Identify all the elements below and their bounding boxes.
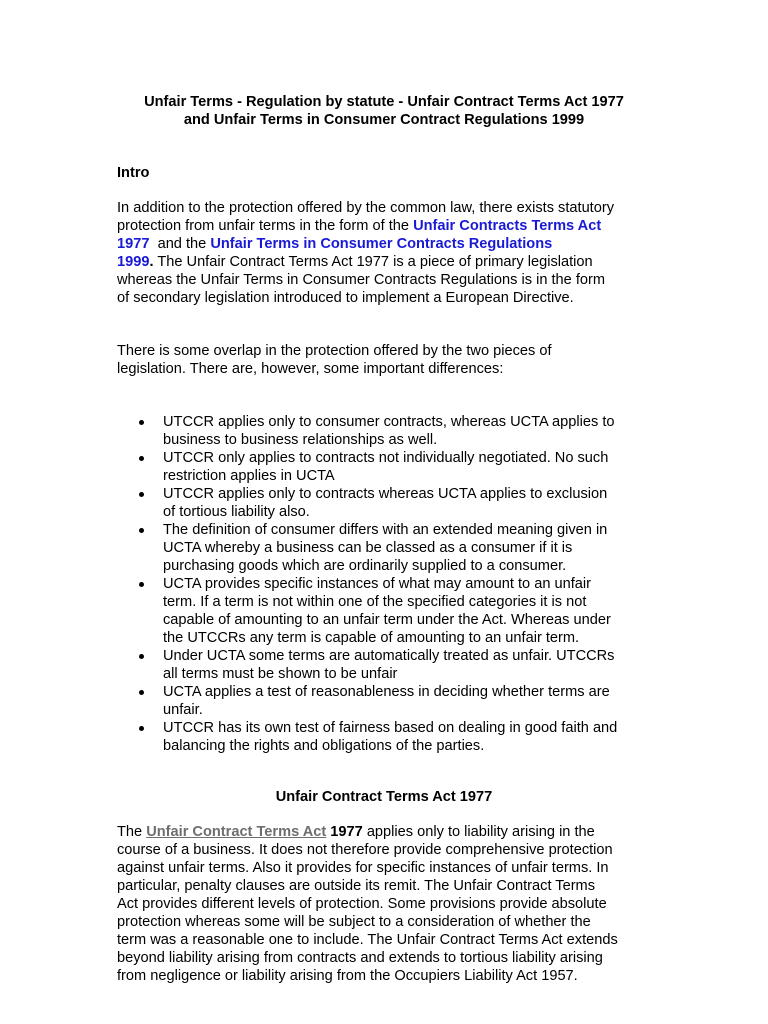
list-item bbox=[0, 485, 768, 521]
list-item-line: Under UCTA some terms are automatically treated as unfair. UTCCRs bbox=[163, 648, 615, 664]
list-item-line: UTCCR has its own test of fairness based on dealing in good faith and bbox=[163, 720, 618, 736]
list-item-line: capable of amounting to an unfair term under the Act. Whereas under bbox=[163, 612, 611, 628]
ucta-p-line-7: term was a reasonable one to include. The Unfair Contract Terms Act extends bbox=[117, 932, 618, 948]
list-item bbox=[0, 719, 768, 755]
differences-list bbox=[0, 413, 768, 755]
utccr-link[interactable]: Unfair Terms in Consumer Contracts Regulations bbox=[210, 236, 553, 252]
list-item bbox=[0, 575, 768, 647]
list-item-line: unfair. bbox=[163, 702, 203, 718]
bullet-icon bbox=[139, 420, 144, 425]
intro-paragraph-2 bbox=[117, 342, 657, 378]
intro-p1-line-5: whereas the Unfair Terms in Consumer Contracts Regulations is in the form bbox=[117, 272, 606, 288]
list-item-line: term. If a term is not within one of the specified categories it is not bbox=[163, 594, 587, 610]
list-item-line: UCTA applies a test of reasonableness in deciding whether terms are bbox=[163, 684, 610, 700]
bullet-icon bbox=[139, 528, 144, 533]
ucta-p-line-1-rest: applies only to liability arising in the bbox=[362, 824, 595, 840]
intro-p1-line-3-text: and the bbox=[149, 236, 211, 252]
title-line-1: Unfair Terms - Regulation by statute - Unfair Contract Terms Act 1977 bbox=[144, 94, 624, 110]
list-item-line: UTCCR applies only to consumer contracts, whereas UCTA applies to bbox=[163, 414, 615, 430]
list-item-line: UCTA whereby a business can be classed as a consumer if it is bbox=[163, 540, 573, 556]
ucta-section-heading: Unfair Contract Terms Act 1977 bbox=[275, 789, 493, 805]
bullet-icon bbox=[139, 582, 144, 587]
list-item-line: UCTA provides specific instances of what may amount to an unfair bbox=[163, 576, 592, 592]
intro-p1-line-4 bbox=[117, 253, 657, 271]
list-item-line: of tortious liability also. bbox=[163, 504, 310, 520]
list-item bbox=[0, 647, 768, 683]
list-item-line: balancing the rights and obligations of the parties. bbox=[163, 738, 485, 754]
intro-p2-line-1: There is some overlap in the protection offered by the two pieces of bbox=[117, 343, 552, 359]
list-item bbox=[0, 449, 768, 485]
intro-p1-line-1: In addition to the protection offered by the common law, there exists statutory bbox=[117, 200, 615, 216]
intro-p1-line-2 bbox=[117, 217, 657, 235]
intro-p1-line-2-text: protection from unfair terms in the form of the bbox=[117, 218, 414, 234]
ucta-p-line-6: protection whereas some will be subject to a consideration of whether the bbox=[117, 914, 591, 930]
list-item bbox=[0, 413, 768, 449]
intro-p1-line-6: of secondary legislation introduced to implement a European Directive. bbox=[117, 290, 574, 306]
ucta-p-line-3: against unfair terms. Also it provides for specific instances of unfair terms. In bbox=[117, 860, 609, 876]
bullet-icon bbox=[139, 654, 144, 659]
list-item bbox=[0, 683, 768, 719]
intro-p1-line-4-text: The Unfair Contract Terms Act 1977 is a piece of primary legislation bbox=[153, 254, 593, 270]
ucta-paragraph bbox=[117, 823, 677, 985]
intro-p2-line-2: legislation. There are, however, some important differences: bbox=[117, 361, 504, 377]
intro-p1-period: . bbox=[149, 254, 154, 270]
ucta-link-year[interactable]: 1977 bbox=[117, 236, 150, 252]
list-item-line: restriction applies in UCTA bbox=[163, 468, 335, 484]
ucta-p-line-9: from negligence or liability arising from the Occupiers Liability Act 1957. bbox=[117, 968, 578, 984]
ucta-p-line-2: course of a business. It does not therefore provide comprehensive protection bbox=[117, 842, 613, 858]
list-item-line: The definition of consumer differs with an extended meaning given in bbox=[163, 522, 608, 538]
ucta-p-the: The bbox=[117, 824, 147, 840]
ucta-p-line-4: particular, penalty clauses are outside its remit. The Unfair Contract Terms bbox=[117, 878, 596, 894]
ucta-p-year: 1977 bbox=[330, 824, 363, 840]
ucta-p-line-5: Act provides different levels of protection. Some provisions provide absolute bbox=[117, 896, 607, 912]
intro-heading: Intro bbox=[117, 165, 150, 181]
list-item-line: all terms must be shown to be unfair bbox=[163, 666, 398, 682]
list-item-line: UTCCR only applies to contracts not individually negotiated. No such bbox=[163, 450, 609, 466]
ucta-section-link[interactable]: Unfair Contract Terms Act bbox=[146, 824, 327, 840]
intro-p1-line-3 bbox=[117, 235, 657, 253]
list-item-line: business to business relationships as well. bbox=[163, 432, 438, 448]
list-item-line: purchasing goods which are ordinarily supplied to a consumer. bbox=[163, 558, 567, 574]
ucta-link[interactable]: Unfair Contracts Terms Act bbox=[413, 218, 602, 234]
bullet-icon bbox=[139, 456, 144, 461]
list-item bbox=[0, 521, 768, 575]
bullet-icon bbox=[139, 492, 144, 497]
ucta-p-line-1 bbox=[117, 823, 677, 841]
intro-paragraph-1 bbox=[117, 199, 657, 307]
bullet-icon bbox=[139, 726, 144, 731]
list-item-line: UTCCR applies only to contracts whereas UCTA applies to exclusion bbox=[163, 486, 608, 502]
utccr-link-year[interactable]: 1999 bbox=[117, 254, 150, 270]
document-title bbox=[0, 93, 768, 129]
list-item-line: the UTCCRs any term is capable of amounting to an unfair term. bbox=[163, 630, 580, 646]
title-line-2: and Unfair Terms in Consumer Contract Regulations 1999 bbox=[183, 112, 585, 128]
bullet-icon bbox=[139, 690, 144, 695]
ucta-p-line-8: beyond liability arising from contracts and extends to tortious liability arising bbox=[117, 950, 603, 966]
